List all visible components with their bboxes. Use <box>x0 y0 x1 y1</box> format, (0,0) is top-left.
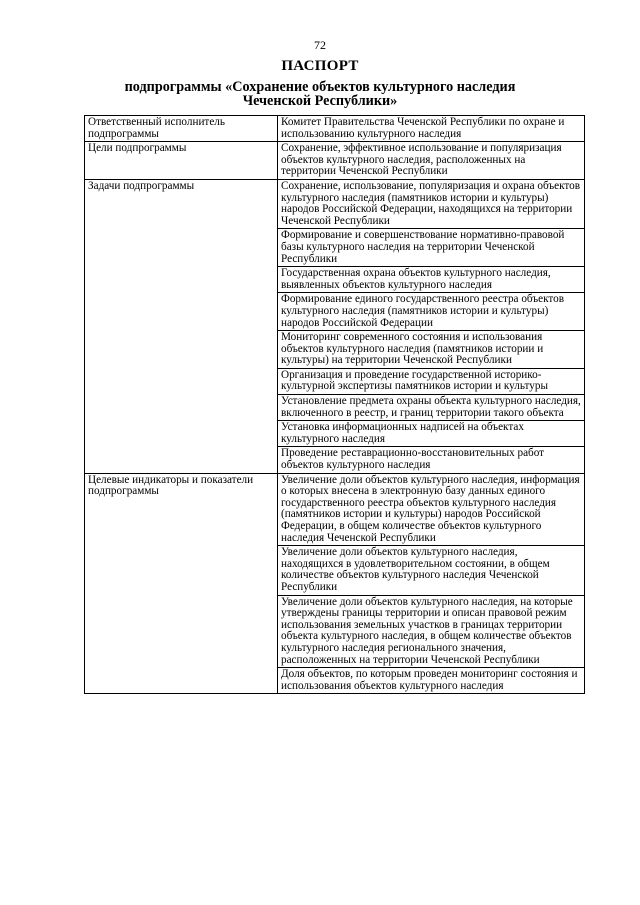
table-row <box>85 116 585 142</box>
row-label: Ответственный исполнитель подпрограммы <box>85 116 278 142</box>
row-label: Целевые индикаторы и показатели подпрограммы <box>85 473 278 694</box>
row-value: Организация и проведение государственной историко-культурной экспертизы памятников истории и культуры <box>278 368 585 394</box>
table-row <box>85 473 585 546</box>
row-value: Сохранение, эффективное использование и популяризация объектов культурного наследия, расположенных на территории Чеченской Республики <box>278 142 585 180</box>
row-label: Цели подпрограммы <box>85 142 278 180</box>
subtitle-line: Чеченской Республики» <box>242 93 398 109</box>
row-value: Государственная охрана объектов культурного наследия, выявленных объектов культурного наследия <box>278 267 585 293</box>
row-value: Сохранение, использование, популяризация и охрана объектов культурного наследия (памятников истории и культуры) народов Российской Федерации, находящихся на территории Чеченской Республики <box>278 179 585 228</box>
passport-table <box>84 115 585 694</box>
row-value: Мониторинг современного состояния и использования объектов культурного наследия (памятников истории и культуры) на территории Чеченской Республики <box>278 331 585 369</box>
row-value: Комитет Правительства Чеченской Республики по охране и использованию культурного наследия <box>278 116 585 142</box>
page-number: 72 <box>314 38 326 52</box>
document-title: ПАСПОРТ <box>281 58 359 74</box>
row-value: Проведение реставрационно-восстановительных работ объектов культурного наследия <box>278 447 585 473</box>
row-value: Установление предмета охраны объекта культурного наследия, включенного в реестр, и границ территории такого объекта <box>278 395 585 421</box>
row-value: Формирование единого государственного реестра объектов культурного наследия (памятников истории и культуры) народов Российской Федерации <box>278 293 585 331</box>
row-value: Увеличение доли объектов культурного наследия, находящихся в удовлетворительном состоянии, в общем количестве объектов культурного наследия Чеченской Республики <box>278 546 585 595</box>
row-value: Увеличение доли объектов культурного наследия, информация о которых внесена в электронную базу данных единого государственного реестра объектов культурного наследия (памятников истории и культуры) народов Российской Федерации, в общем количестве объектов культурного наследия Чеченской Республики <box>278 473 585 546</box>
table-row <box>85 142 585 180</box>
row-value: Доля объектов, по которым проведен мониторинг состояния и использования объектов культурного наследия <box>278 668 585 694</box>
passport-table-body <box>85 116 585 694</box>
subtitle-line: подпрограммы «Сохранение объектов культурного наследия <box>124 79 516 95</box>
row-label: Задачи подпрограммы <box>85 179 278 473</box>
table-row <box>85 179 585 228</box>
row-value: Формирование и совершенствование нормативно-правовой базы культурного наследия на территории Чеченской Республики <box>278 229 585 267</box>
row-value: Увеличение доли объектов культурного наследия, на которые утверждены границы территории и описан правовой режим использования земельных участков в границах территории объекта культурного наследия, в общем количестве объектов культурного наследия регионального значения, расположенных на территории Чеченской Республики <box>278 595 585 668</box>
document-subtitle <box>60 80 580 108</box>
row-value: Установка информационных надписей на объектах культурного наследия <box>278 421 585 447</box>
